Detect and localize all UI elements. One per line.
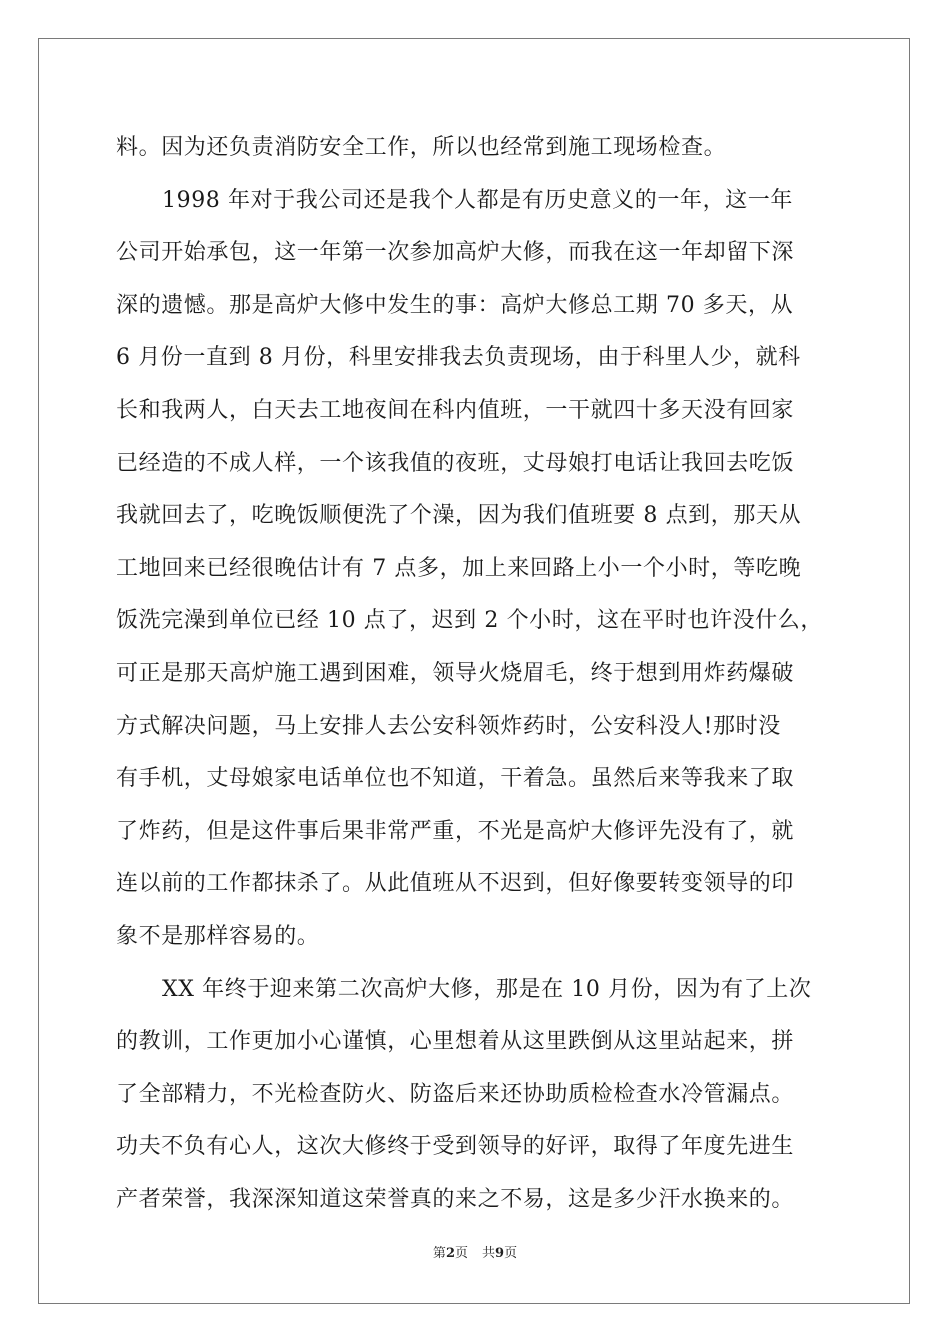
text-line: 产者荣誉，我深深知道这荣誉真的来之不易，这是多少汗水换来的。 (116, 1186, 795, 1212)
total-pages-prefix: 共 (482, 1246, 496, 1261)
total-page-count: 9 (495, 1246, 505, 1261)
text-line: 功夫不负有心人，这次大修终于受到领导的好评，取得了年度先进生 (116, 1134, 795, 1160)
text-line: 有手机，丈母娘家电话单位也不知道，干着急。虽然后来等我来了取 (116, 766, 795, 792)
text-line: 象不是那样容易的。 (116, 923, 320, 949)
text-line: 了全部精力，不光检查防火、防盗后来还协助质检检查水冷管漏点。 (116, 1081, 795, 1107)
text-line: 饭洗完澡到单位已经 10 点了，迟到 2 个小时，这在平时也许没什么， (116, 608, 823, 634)
text-line: 了炸药，但是这件事后果非常严重，不光是高炉大修评先没有了，就 (116, 818, 795, 844)
text-line: 深的遗憾。那是高炉大修中发生的事：高炉大修总工期 70 多天，从 (116, 292, 794, 318)
text-line: 长和我两人，白天去工地夜间在科内值班，一干就四十多天没有回家 (116, 397, 795, 423)
text-line: 工地回来已经很晚估计有 7 点多，加上来回路上小一个小时，等吃晚 (116, 555, 802, 581)
text-line: 连以前的工作都抹杀了。从此值班从不迟到，但好像要转变领导的印 (116, 871, 795, 897)
text-line: 方式解决问题，马上安排人去公安科领炸药时，公安科没人!那时没 (116, 713, 781, 739)
page-number-prefix: 第 (432, 1246, 446, 1261)
text-line: 料。因为还负责消防安全工作，所以也经常到施工现场检查。 (116, 135, 727, 160)
paragraph-start-line: XX 年终于迎来第二次高炉大修，那是在 10 月份，因为有了上次 (162, 976, 812, 1002)
text-line: 我就回去了，吃晚饭顺便洗了个澡，因为我们值班要 8 点到，那天从 (116, 503, 802, 529)
current-page-number: 2 (445, 1246, 455, 1261)
text-line: 可正是那天高炉施工遇到困难，领导火烧眉毛，终于想到用炸药爆破 (116, 660, 795, 686)
text-line: 公司开始承包，这一年第一次参加高炉大修，而我在这一年却留下深 (116, 240, 795, 266)
page-footer (0, 1244, 950, 1264)
document-body (116, 122, 840, 1226)
page-number-suffix: 页 (454, 1246, 468, 1261)
paragraph-start-line: 1998 年对于我公司还是我个人都是有历史意义的一年，这一年 (162, 187, 793, 213)
text-line: 的教训，工作更加小心谨慎，心里想着从这里跌倒从这里站起来，拼 (116, 1029, 795, 1055)
total-pages-suffix: 页 (504, 1246, 518, 1261)
text-line: 已经造的不成人样，一个该我值的夜班，丈母娘打电话让我回去吃饭 (116, 450, 795, 476)
text-line: 6 月份一直到 8 月份，科里安排我去负责现场，由于科里人少，就科 (116, 345, 801, 371)
